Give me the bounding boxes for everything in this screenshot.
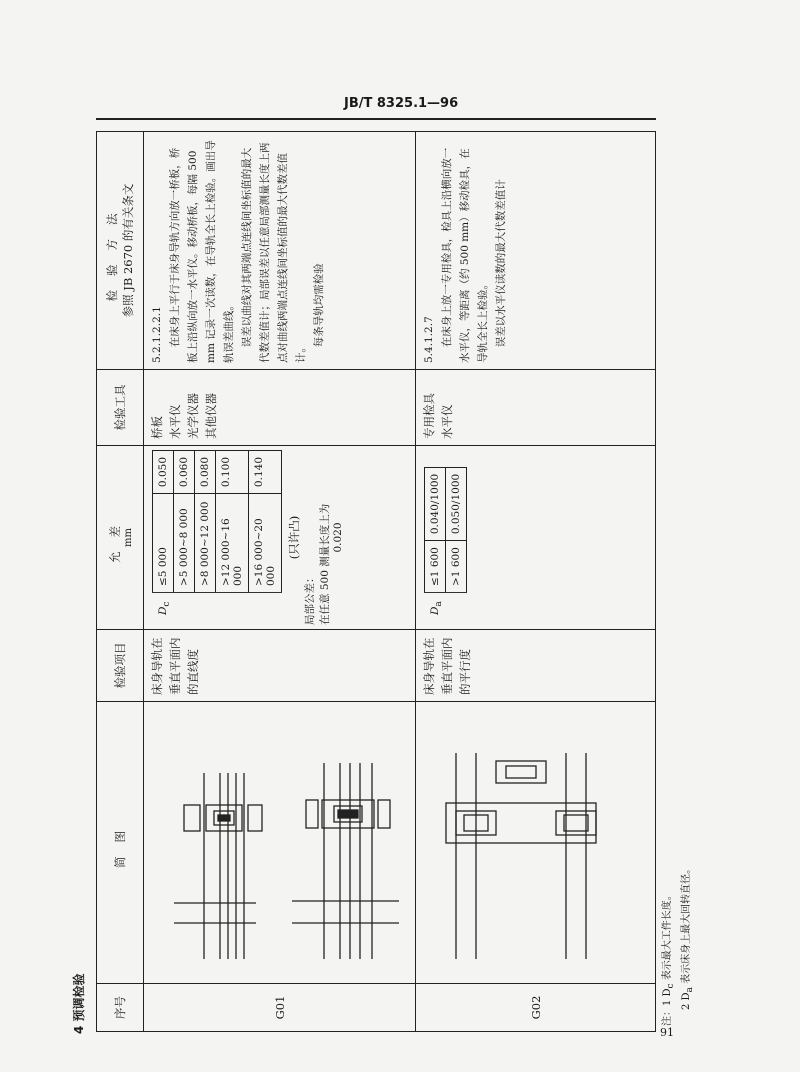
tol-range: >5 000~8 000 xyxy=(174,494,195,593)
local-text: 在任意 500 测量长度上为 xyxy=(319,503,331,625)
tools-cell: 专用检具 水平仪 xyxy=(416,370,656,446)
section-title xyxy=(70,973,87,1034)
col-diagram: 简图 xyxy=(97,702,144,984)
g02-diagram xyxy=(416,701,636,983)
tol-symbol: Da xyxy=(425,593,467,622)
col-method: 检验方法 参照 JB 2670 的有关条文 xyxy=(97,132,144,370)
tolerance-table-g02 xyxy=(424,467,467,621)
tol-range: >12 000~16 000 xyxy=(216,494,249,593)
tools-cell: 桥板 水平仪 光学仪器 其他仪器 xyxy=(144,370,416,446)
inspection-table xyxy=(96,131,656,1032)
tol-value: 0.140 xyxy=(249,451,282,494)
col-item: 检验项目 xyxy=(97,630,144,702)
tol-value: 0.080 xyxy=(195,451,216,494)
tol-range: >16 000~20 000 xyxy=(249,494,282,593)
tol-range: >8 000~12 000 xyxy=(195,494,216,593)
diagram-cell xyxy=(144,702,416,984)
tolerance-table-g01 xyxy=(152,450,282,621)
table-row xyxy=(416,132,656,1032)
tolerance-cell xyxy=(416,446,656,630)
method-cell: 5.2.1.2.2.1 在床身上平行于床身导轨方向放一桥板，桥板上沿纵向放一水平仪。移动桥板，每隔 500 mm 记录一次读数，在导轨全长上检验。画出导轨误差曲线。 误差以曲线对其两端点连线间坐标值的最大代数差值计；局部误差以任意局部测量长度上两点对曲线两端点连线间坐标值的最大代数差值计。 每条导轨均需检验 xyxy=(144,132,416,370)
col-tolerance: 允差 mm xyxy=(97,446,144,630)
item-cell: 床身导轨在垂直平面内的直线度 xyxy=(144,630,416,702)
col-seq: 序号 xyxy=(97,984,144,1032)
section-number: 4 xyxy=(72,1025,86,1034)
tol-value: 0.060 xyxy=(174,451,195,494)
section-title-text: 预调检验 xyxy=(72,973,86,1022)
local-value: 0.020 xyxy=(332,522,344,553)
item-cell: 床身导轨在垂直平面内的平行度 xyxy=(416,630,656,702)
page-header: JB/T 8325.1—96 xyxy=(344,96,459,111)
tol-symbol: Dc xyxy=(153,593,282,622)
table-header-row xyxy=(97,132,144,1032)
header-rule xyxy=(96,118,656,120)
diagram-cell xyxy=(416,702,656,984)
seq-cell: G02 xyxy=(416,984,656,1032)
seq-cell: G01 xyxy=(144,984,416,1032)
table-row xyxy=(144,132,416,1032)
method-cell: 5.4.1.2.7 在床身上放一专用检具，检具上沿横向放一水平仪，等距离（约 500 mm）移动检具，在导轨全长上检验。 误差以水平仪读数的最大代数差值计 xyxy=(416,132,656,370)
tol-value: 0.040/1000 xyxy=(425,467,446,540)
tol-value: 0.050 xyxy=(153,451,174,494)
local-title: 局部公差： xyxy=(304,572,316,625)
g01-diagram xyxy=(144,701,414,983)
tol-note: (只许凸) xyxy=(287,515,301,560)
tolerance-cell xyxy=(144,446,416,630)
tol-value: 0.050/1000 xyxy=(446,467,467,540)
tol-range: >1 600 xyxy=(446,541,467,593)
tol-range: ≤5 000 xyxy=(153,494,174,593)
tol-range: ≤1 600 xyxy=(425,541,446,593)
table-notes: 注：1 Dc 表示最大工件长度。 2 Da 表示床身上最大回转直径。 xyxy=(662,863,695,1026)
col-tools: 检验工具 xyxy=(97,370,144,446)
tol-value: 0.100 xyxy=(216,451,249,494)
page-number: 91 xyxy=(660,1026,674,1039)
